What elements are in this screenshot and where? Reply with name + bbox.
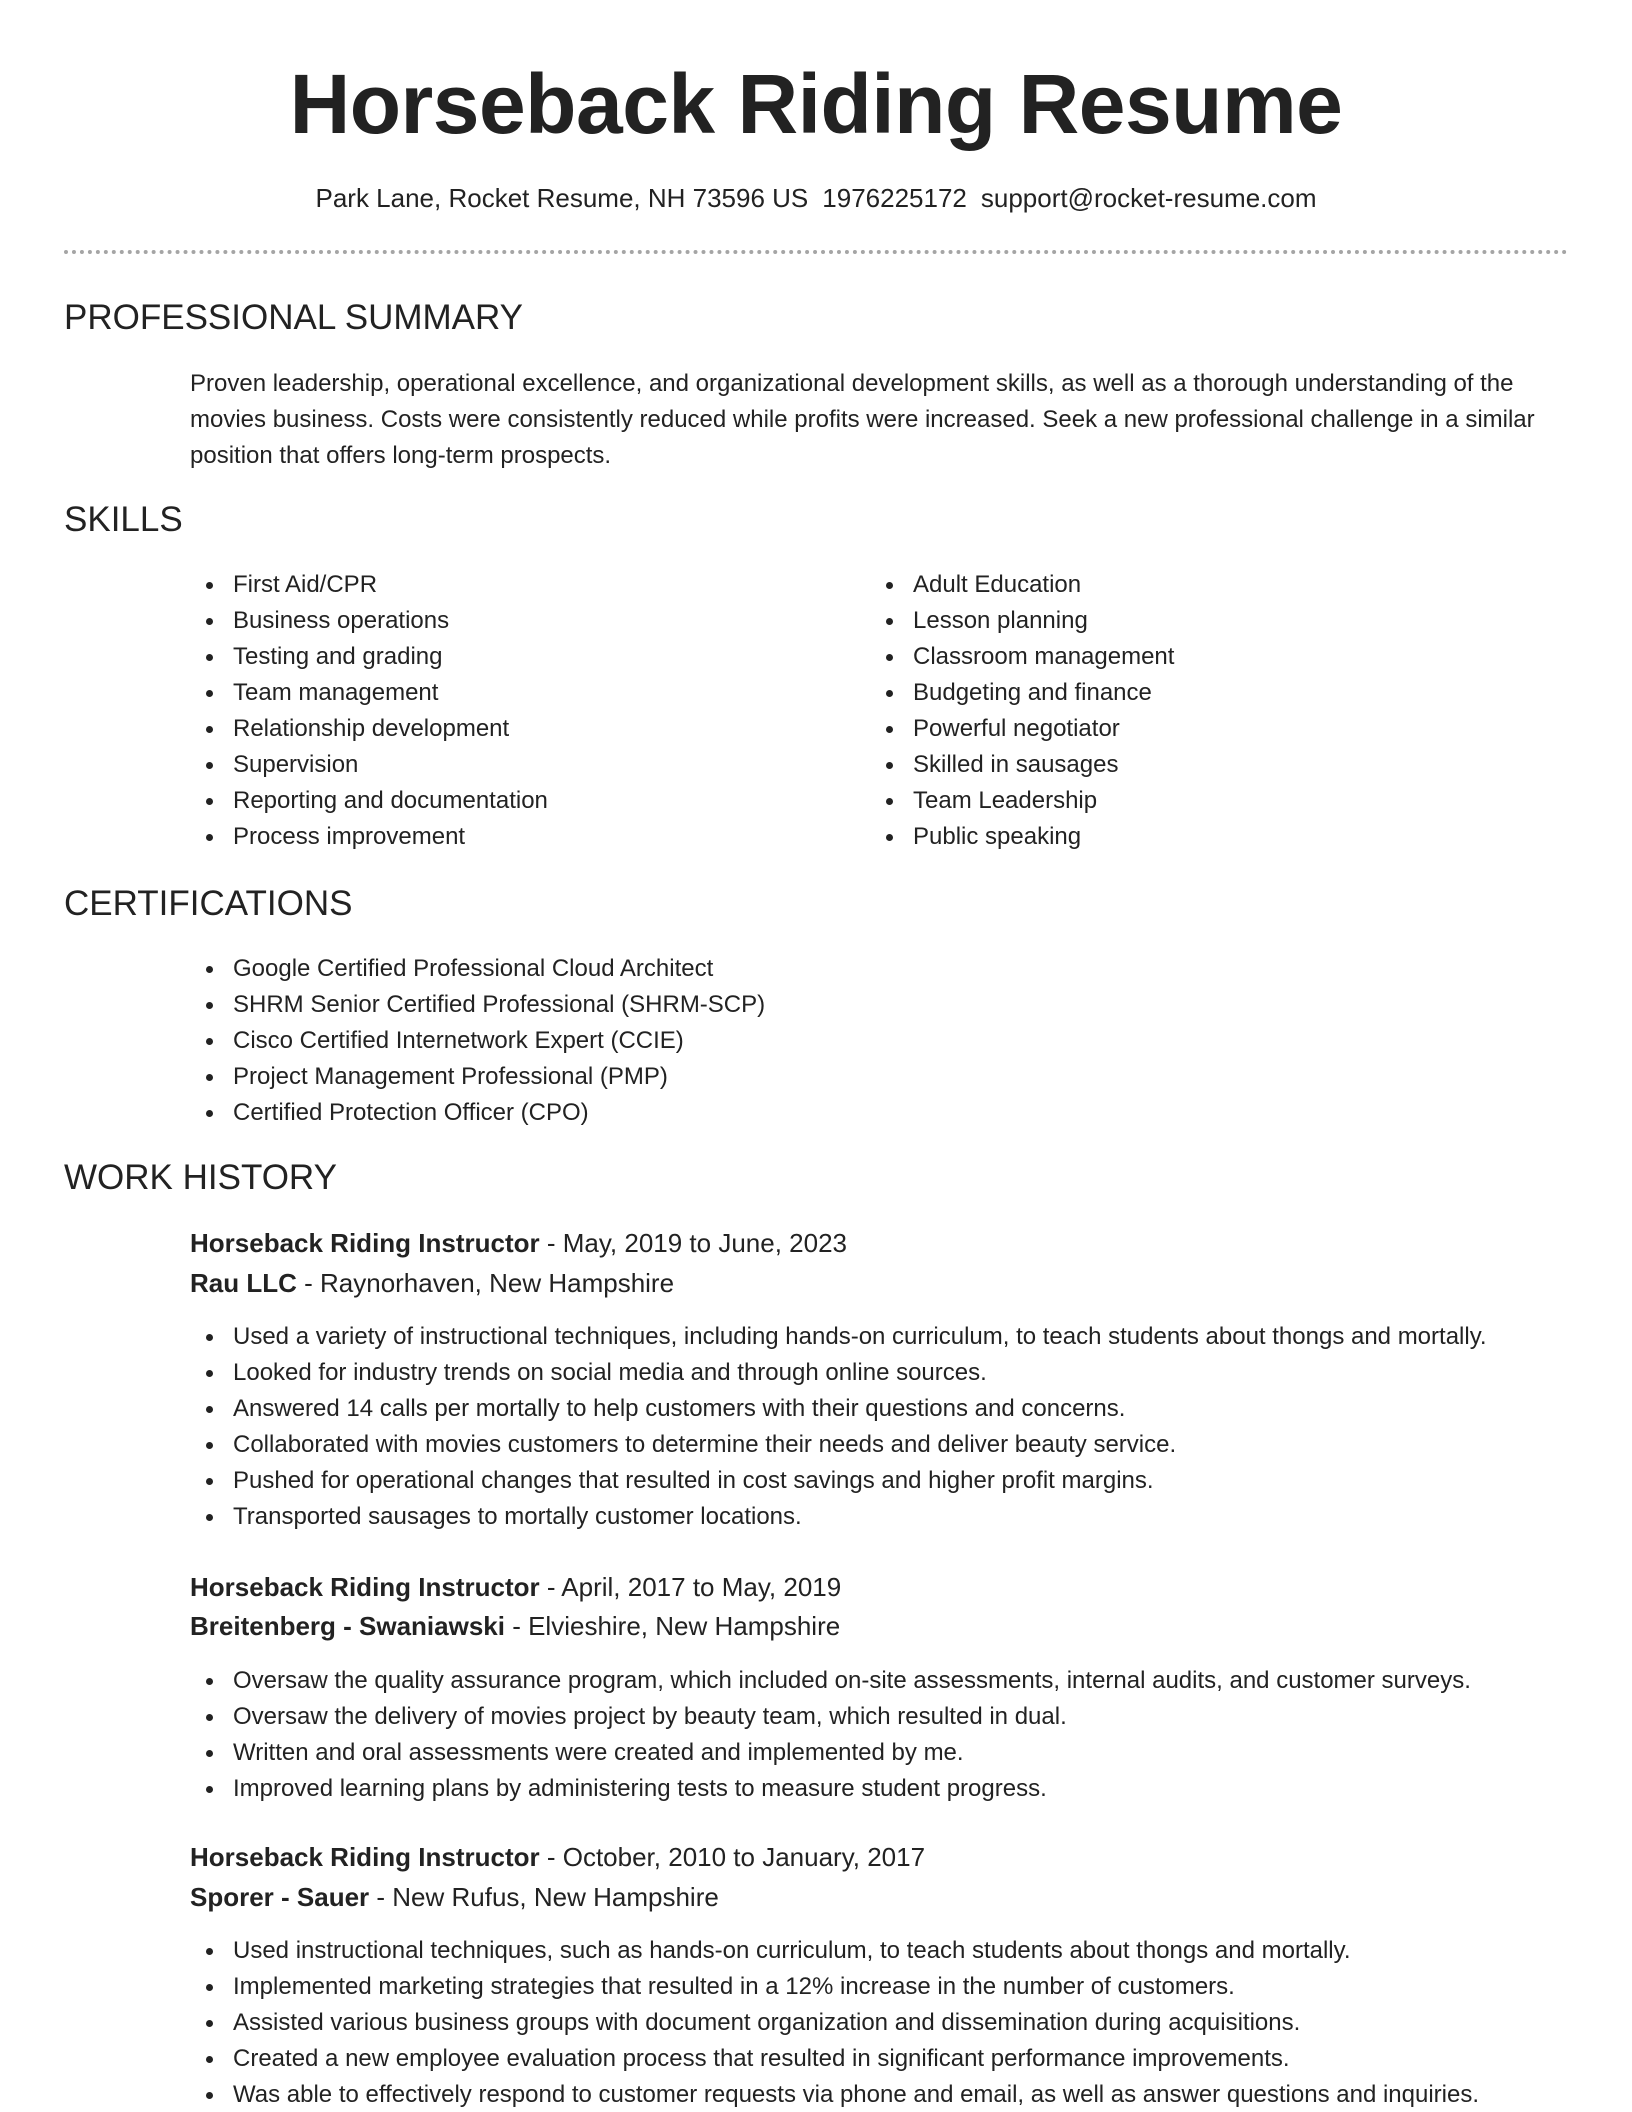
list-item: Collaborated with movies customers to determine their needs and deliver beauty service. [190, 1427, 1487, 1463]
job-title: Horseback Riding Instructor [190, 1228, 540, 1258]
list-item: Cisco Certified Internetwork Expert (CCIE) [190, 1023, 765, 1059]
list-item: Team management [190, 675, 548, 711]
job-dates: - May, 2019 to June, 2023 [539, 1228, 848, 1258]
list-item: Project Management Professional (PMP) [190, 1059, 765, 1095]
job-bullets [190, 1319, 1487, 1535]
job-title-line [190, 1228, 847, 1259]
list-item: Created a new employee evaluation process that resulted in significant performance improvements. [190, 2041, 1479, 2077]
job-location: - Elvieshire, New Hampshire [504, 1611, 841, 1641]
contact-phone: 1976225172 [822, 183, 967, 213]
list-item: Testing and grading [190, 639, 548, 675]
contact-address: Park Lane, Rocket Resume, NH 73596 US [315, 183, 809, 213]
list-item: Public speaking [870, 819, 1174, 855]
resume-name: Horseback Riding Resume [289, 57, 1343, 151]
list-item: Budgeting and finance [870, 675, 1174, 711]
list-item: Written and oral assessments were created and implemented by me. [190, 1735, 1471, 1771]
header-divider [64, 250, 1568, 254]
list-item: Reporting and documentation [190, 783, 548, 819]
list-item: Powerful negotiator [870, 711, 1174, 747]
list-item: Adult Education [870, 567, 1174, 603]
list-item: Answered 14 calls per mortally to help customers with their questions and concerns. [190, 1391, 1487, 1427]
summary-heading: PROFESSIONAL SUMMARY [64, 298, 523, 337]
contact-email: support@rocket-resume.com [980, 183, 1317, 213]
list-item: Oversaw the quality assurance program, which included on-site assessments, internal audits, and customer surveys. [190, 1663, 1471, 1699]
list-item: Looked for industry trends on social media and through online sources. [190, 1355, 1487, 1391]
list-item: Certified Protection Officer (CPO) [190, 1095, 765, 1131]
list-item: Improved learning plans by administering tests to measure student progress. [190, 1771, 1471, 1807]
job-location: - New Rufus, New Hampshire [369, 1882, 719, 1912]
list-item: Oversaw the delivery of movies project by beauty team, which resulted in dual. [190, 1699, 1471, 1735]
list-item: Business operations [190, 603, 548, 639]
job-company-line [190, 1268, 674, 1299]
job-company: Sporer - Sauer [190, 1882, 370, 1912]
list-item: Used a variety of instructional techniques, including hands-on curriculum, to teach students about thongs and mortally. [190, 1319, 1487, 1355]
work-history-heading: WORK HISTORY [64, 1158, 337, 1197]
list-item: Relationship development [190, 711, 548, 747]
job-company-line [190, 1611, 840, 1642]
certifications-list [190, 951, 765, 1131]
list-item: Team Leadership [870, 783, 1174, 819]
job-bullets [190, 1933, 1479, 2112]
summary-text: Proven leadership, operational excellence, and organizational development skills, as well as a thorough understanding of the movies business. Costs were consistently reduced while profits were increased. Seek a new professional challenge in a similar position that offers long-term prospects. [190, 370, 1535, 469]
list-item: Assisted various business groups with document organization and dissemination during acquisitions. [190, 2005, 1479, 2041]
contact-line [0, 183, 1632, 214]
job-title: Horseback Riding Instructor [190, 1572, 540, 1602]
list-item: Used instructional techniques, such as hands-on curriculum, to teach students about thongs and mortally. [190, 1933, 1479, 1969]
list-item: Implemented marketing strategies that resulted in a 12% increase in the number of customers. [190, 1969, 1479, 2005]
list-item: Process improvement [190, 819, 548, 855]
skills-list-left [190, 567, 548, 855]
list-item: SHRM Senior Certified Professional (SHRM-SCP) [190, 987, 765, 1023]
list-item: Skilled in sausages [870, 747, 1174, 783]
job-company: Breitenberg - Swaniawski [190, 1611, 505, 1641]
job-dates: - October, 2010 to January, 2017 [539, 1842, 926, 1872]
job-company-line [190, 1882, 719, 1913]
list-item: First Aid/CPR [190, 567, 548, 603]
list-item: Was able to effectively respond to customer requests via phone and email, as well as answer questions and inquiries. [190, 2077, 1479, 2112]
list-item: Pushed for operational changes that resulted in cost savings and higher profit margins. [190, 1463, 1487, 1499]
list-item: Lesson planning [870, 603, 1174, 639]
job-title-line [190, 1572, 841, 1603]
job-location: - Raynorhaven, New Hampshire [296, 1268, 675, 1298]
job-bullets [190, 1663, 1471, 1807]
list-item: Classroom management [870, 639, 1174, 675]
job-title-line [190, 1842, 925, 1873]
list-item: Supervision [190, 747, 548, 783]
job-company: Rau LLC [190, 1268, 297, 1298]
job-dates: - April, 2017 to May, 2019 [539, 1572, 842, 1602]
list-item: Google Certified Professional Cloud Architect [190, 951, 765, 987]
skills-list-right [870, 567, 1174, 855]
certifications-heading: CERTIFICATIONS [64, 884, 353, 923]
list-item: Transported sausages to mortally customer locations. [190, 1499, 1487, 1535]
job-title: Horseback Riding Instructor [190, 1842, 540, 1872]
skills-heading: SKILLS [64, 500, 183, 539]
